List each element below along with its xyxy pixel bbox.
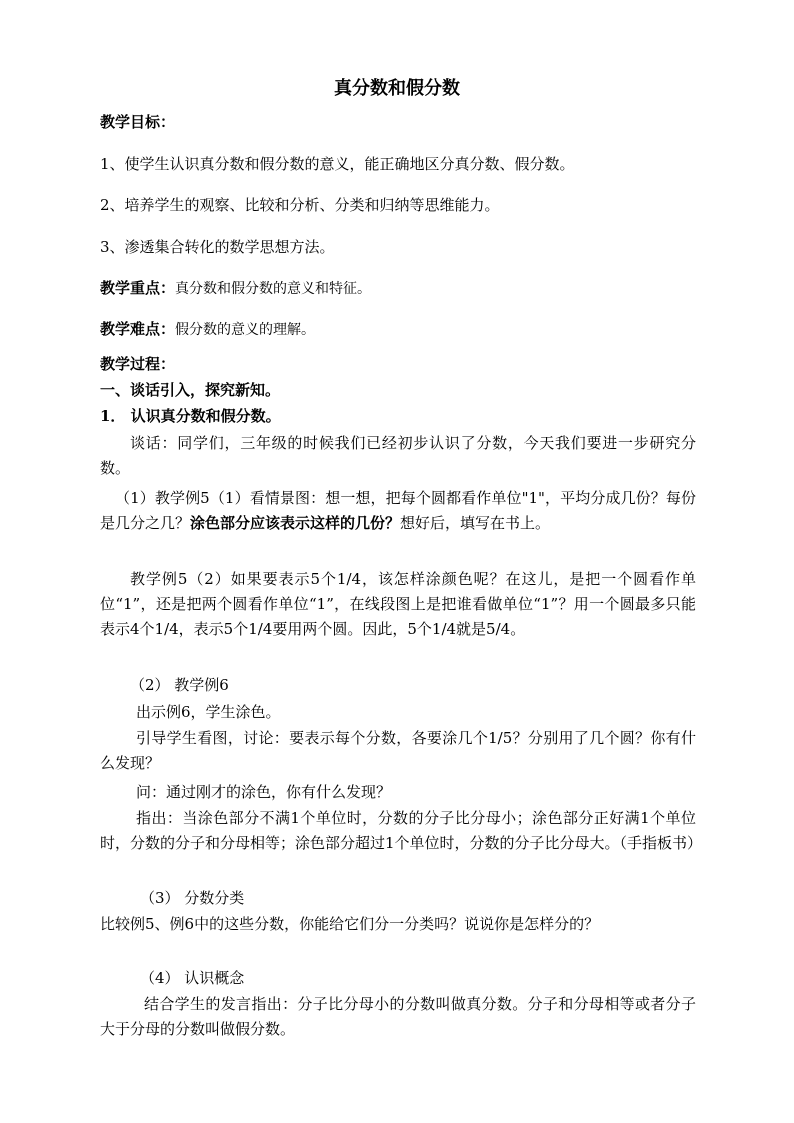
item2-line2: 引导学生看图，讨论：要表示每个分数，各要涂几个1/5？分别用了几个圆？你有什么发现？ [100, 729, 696, 772]
item2-line4: 指出：当涂色部分不满1个单位时，分数的分子比分母小；涂色部分正好满1个单位时，分数的分子和分母相等；涂色部分超过1个单位时，分数的分子比分母大。（手指板书） [100, 809, 703, 852]
process-heading: 教学过程： [100, 355, 176, 373]
example5-1-text-b: 想好后，填写在书上。 [400, 514, 551, 532]
subsection-one-heading: 1． 认识真分数和假分数。 [100, 407, 281, 425]
objective-3: 3、渗透集合转化的数学思想方法。 [100, 238, 335, 256]
objective-1: 1、使学生认识真分数和假分数的意义，能正确地区分真分数、假分数。 [100, 155, 575, 173]
document-title: 真分数和假分数 [334, 78, 460, 99]
difficulty-label: 教学难点： [100, 320, 176, 338]
key-point-label: 教学重点： [100, 279, 176, 297]
item2-line3: 问：通过刚才的涂色，你有什么发现？ [136, 783, 392, 801]
item4-heading: （4） 认识概念 [140, 969, 245, 987]
objective-2: 2、培养学生的观察、比较和分析、分类和归纳等思维能力。 [100, 196, 500, 214]
section-one-heading: 一、谈话引入，探究新知。 [100, 381, 281, 399]
item2-line1: 出示例6，学生涂色。 [136, 703, 281, 721]
example5-1-text-bold: 涂色部分应该表示这样的几份？ [190, 514, 401, 532]
paragraph-intro: 谈话：同学们，三年级的时候我们已经初步认识了分数，今天我们要进一步研究分数。 [100, 434, 696, 477]
item2-heading: （2） 教学例6 [130, 676, 229, 694]
item3-heading: （3） 分数分类 [140, 889, 245, 907]
key-point-text: 真分数和假分数的意义和特征。 [175, 281, 372, 297]
paragraph-example5-1 [100, 486, 696, 536]
key-point [100, 276, 696, 302]
objectives-heading: 教学目标： [100, 113, 176, 131]
example5-1-text-a: （1）教学例5（1）看情景图：想一想，把每个圆都看作单位"1"，平均分成几份？每份是几分之几？ [100, 489, 696, 532]
item3-text: 比较例5、例6中的这些分数，你能给它们分一分类吗？说说你是怎样分的？ [100, 915, 600, 933]
paragraph-example5-2: 教学例5（2）如果要表示5个1/4，该怎样涂颜色呢？在这儿，是把一个圆看作单位“1”，还是把两个圆看作单位“1”，在线段图上是把谁看做单位“1”？用一个圆最多只能表示4个1/4，表示5个1/4要用两个圆。因此，5个1/4就是5/4。 [100, 570, 696, 638]
difficulty-text: 假分数的意义的理解。 [175, 322, 316, 338]
difficulty [100, 317, 696, 343]
item4-text: 结合学生的发言指出：分子比分母小的分数叫做真分数。分子和分母相等或者分子大于分母的分数叫做假分数。 [100, 995, 696, 1038]
